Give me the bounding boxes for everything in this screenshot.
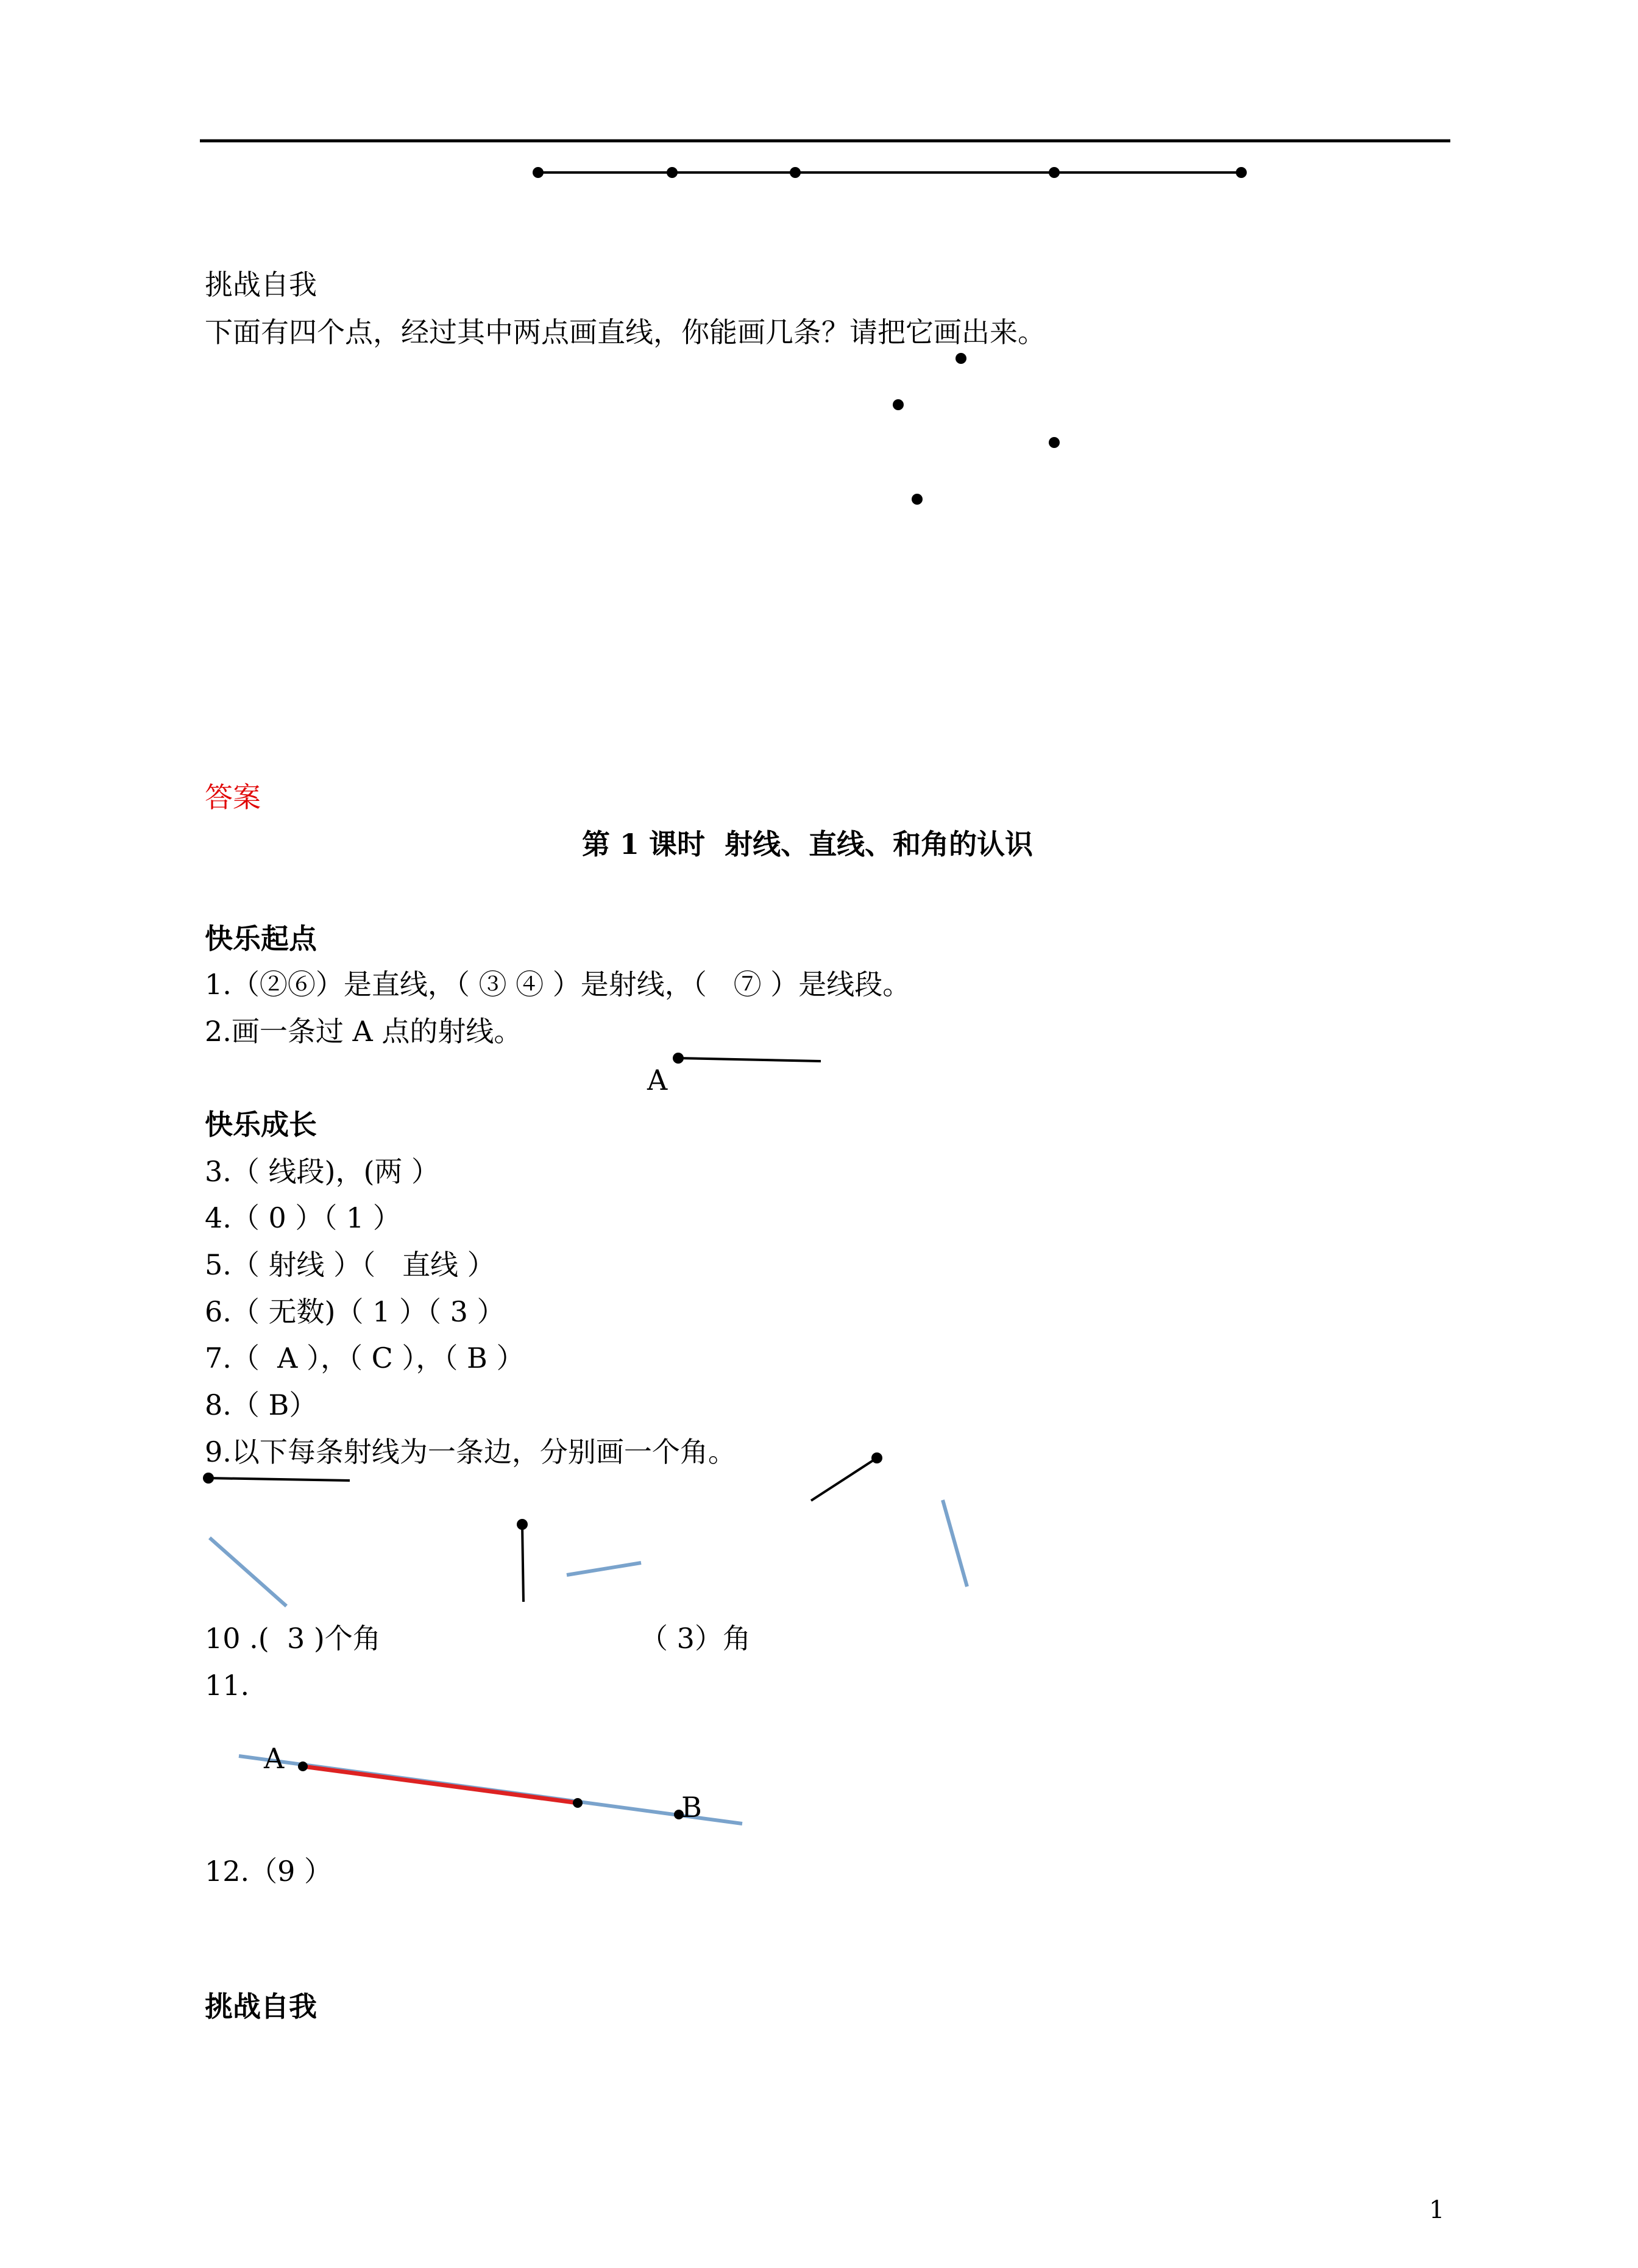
section-start-heading: 快乐起点 [205, 922, 317, 955]
answer-11: 11. [205, 1669, 250, 1702]
section-growth-heading: 快乐成长 [205, 1108, 317, 1141]
segment-ab [303, 1766, 578, 1803]
answer-1: 1.（②⑥）是直线，（ ③ ④ ）是射线，（ ⑦ ）是线段。 [205, 968, 911, 1001]
answer-8: 8.（ B） [205, 1388, 317, 1421]
answer-10-left: 10 .( 3 )个角 [205, 1622, 381, 1655]
answer-5: 5.（ 射线 ）（ 直线 ） [205, 1248, 495, 1281]
label-b: B [681, 1791, 702, 1824]
lesson-title: 第 1 课时 射线、直线、和角的认识 [582, 828, 1034, 861]
answer-6: 6.（ 无数)（ 1 ）（ 3 ） [205, 1295, 505, 1328]
answer-4: 4.（ 0 ）（ 1 ） [205, 1201, 401, 1234]
challenge-question: 下面有四个点，经过其中两点画直线，你能画几条？请把它画出来。 [205, 316, 1046, 349]
answer-3: 3.（ 线段)，(两 ） [205, 1155, 440, 1188]
ray-point-label: A [647, 1064, 668, 1097]
answer-7: 7.（ A ），（ C ），（ B ） [205, 1342, 525, 1374]
page-number: 1 [1429, 2196, 1445, 2224]
answer-12: 12.（9 ） [205, 1855, 333, 1888]
challenge-heading: 挑战自我 [205, 268, 317, 301]
answers-heading: 答案 [205, 781, 261, 814]
answer-10-right: （ 3）角 [640, 1622, 751, 1655]
point [573, 1798, 583, 1808]
challenge-heading-bold: 挑战自我 [205, 1990, 317, 2023]
answer-9: 9.以下每条射线为一条边，分别画一个角。 [205, 1435, 736, 1468]
answer-2: 2.画一条过 A 点的射线。 [205, 1015, 522, 1048]
label-a: A [264, 1742, 285, 1775]
point [298, 1761, 308, 1771]
